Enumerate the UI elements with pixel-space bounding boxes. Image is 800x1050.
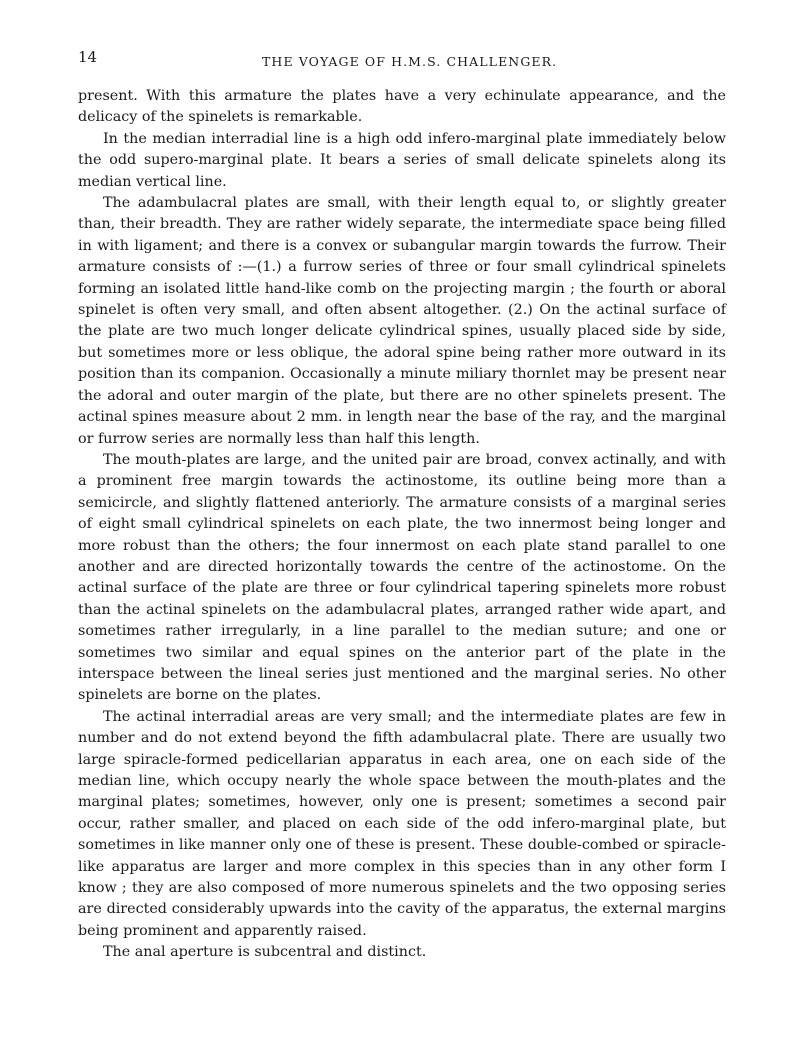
paragraph-continuation: present. With this armature the plates have a very echinulate appearance, and the delicacy of the spinelets is remarkable.: [78, 88, 726, 126]
running-title: THE VOYAGE OF H.M.S. CHALLENGER.: [262, 54, 558, 69]
page-header: [0, 46, 800, 70]
paragraph-adambulacral-plates: The adambulacral plates are small, with their length equal to, or slightly greater than, their breadth. They are rather widely separate, the intermediate space being filled in with ligament; and there is a convex or subangular margin towards the furrow. Their armature consists of :—(1.) a furrow series of three or four small cylindrical spinelets forming an isolated little hand-like comb on the projecting margin ; the fourth or aboral spinelet is often very small, and often absent altogether. (2.) On the actinal surface of the plate are two much longer delicate cylindrical spines, usually placed side by side, but sometimes more or less oblique, the adoral spine being rather more outward in its position than its companion. Occasionally a minute miliary thornlet may be present near the adoral and outer margin of the plate, but there are no other spinelets present. The actinal spines measure about 2 mm. in length near the base of the ray, and the marginal or furrow series are normally less than half this length.: [78, 195, 726, 447]
paragraph-anal-aperture: The anal aperture is subcentral and distinct.: [103, 944, 427, 961]
paragraph-actinal-interradial-areas: The actinal interradial areas are very small; and the intermediate plates are few in number and do not extend beyond the fifth adambulacral plate. There are usually two large spiracle-formed pedicellarian apparatus in each area, one on each side of the median line, which occupy nearly the whole space between the mouth-plates and the marginal plates; sometimes, however, only one is present; sometimes a second pair occur, rather smaller, and placed on each side of the odd infero-marginal plate, but sometimes in like manner only one of these is present. These double-combed or spiracle-like apparatus are larger and more complex in this species than in any other form I know ; they are also composed of more numerous spinelets and the two opposing series are directed considerably upwards into the cavity of the apparatus, the external margins being prominent and apparently raised.: [78, 708, 726, 939]
body-text: [78, 86, 726, 964]
paragraph-mouth-plates: The mouth-plates are large, and the united pair are broad, convex actinally, and with a prominent free margin towards the actinostome, its outline being more than a semicircle, and slightly flattened anteriorly. The armature consists of a marginal series of eight small cylindrical spinelets on each plate, the two innermost being longer and more robust than the others; the four innermost on each plate stand parallel to one another and are directed horizontally towards the centre of the actinostome. On the actinal surface of the plate are three or four cylindrical tapering spinelets more robust than the actinal spinelets on the adambulacral plates, arranged rather wide apart, and sometimes rather irregularly, in a line parallel to the median suture; and one or sometimes two similar and equal spines on the anterior part of the plate in the interspace between the lineal series just mentioned and the marginal series. No other spinelets are borne on the plates.: [78, 451, 726, 704]
paragraph-median-interradial: In the median interradial line is a high odd infero-marginal plate immediately below the odd supero-marginal plate. It bears a series of small delicate spinelets along its median vertical line.: [78, 130, 726, 190]
page-number: 14: [78, 48, 98, 66]
